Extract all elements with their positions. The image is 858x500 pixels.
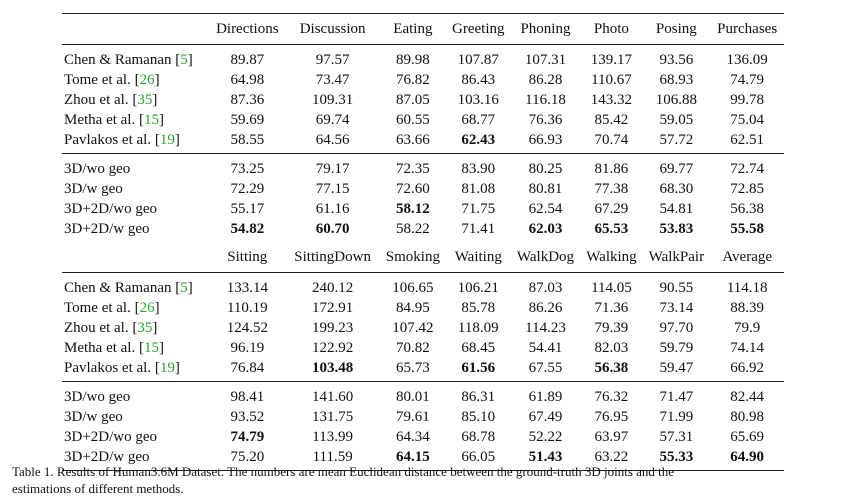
- method-label: Pavlakos et al. [: [64, 360, 160, 376]
- value-cell: 77.15: [315, 181, 350, 197]
- table-row: [62, 199, 784, 219]
- value-cell: 118.09: [457, 320, 499, 336]
- table-row: [62, 110, 784, 130]
- method-name: [62, 382, 209, 408]
- value-cell: 106.88: [655, 92, 697, 108]
- method-label: 3D+2D/w geo: [64, 221, 150, 237]
- table-row: [62, 273, 784, 299]
- value-cell: 69.77: [642, 154, 710, 180]
- value-cell: 79.17: [286, 154, 380, 180]
- column-header: Photo: [581, 14, 643, 45]
- value-cell: 68.30: [659, 181, 694, 197]
- column-header: SittingDown: [294, 249, 371, 265]
- table-row: [62, 358, 784, 382]
- column-header: Smoking: [385, 249, 440, 265]
- method-label: Chen & Ramanan [: [64, 52, 181, 68]
- citation-close: ]: [187, 52, 193, 68]
- value-cell: 66.92: [730, 360, 765, 376]
- value-cell: 62.54: [528, 201, 563, 217]
- results-table-wrapper: [62, 13, 784, 471]
- citation-ref: 35: [137, 92, 153, 108]
- value-cell: 136.09: [710, 45, 784, 71]
- column-header: Discussion: [286, 14, 380, 45]
- value-cell: 56.38: [594, 360, 629, 376]
- value-cell: 68.78: [461, 429, 496, 445]
- value-cell: 86.26: [528, 300, 563, 316]
- value-cell: 85.42: [594, 112, 629, 128]
- value-cell: 74.14: [730, 340, 765, 356]
- citation-ref: 5: [180, 52, 188, 68]
- method-name: [62, 318, 209, 338]
- value-cell: 141.60: [286, 382, 380, 408]
- table-row: [62, 154, 784, 180]
- caption-line-1: Table 1. Results of Human3.6M Dataset. The numbers are mean Euclidean distance between the ground-truth 3D joints and the: [12, 464, 675, 479]
- value-cell: 54.81: [659, 201, 694, 217]
- citation-close: ]: [152, 92, 158, 108]
- value-cell: 172.91: [312, 300, 354, 316]
- value-cell: 85.78: [461, 300, 496, 316]
- value-cell: 86.43: [461, 72, 496, 88]
- method-name: [62, 70, 209, 90]
- value-cell: 57.31: [659, 429, 694, 445]
- method-label: Pavlakos et al. [: [64, 132, 160, 148]
- value-cell: 59.05: [659, 112, 694, 128]
- table-row: [62, 130, 784, 154]
- value-cell: 74.79: [730, 72, 765, 88]
- value-cell: 98.41: [209, 382, 286, 408]
- value-cell: 75.04: [730, 112, 765, 128]
- citation-close: ]: [158, 340, 164, 356]
- citation-ref: 19: [159, 132, 175, 148]
- value-cell: 76.84: [230, 360, 265, 376]
- value-cell: 122.92: [312, 340, 354, 356]
- citation-ref: 35: [137, 320, 153, 336]
- value-cell: 90.55: [642, 273, 710, 299]
- citation-close: ]: [158, 112, 164, 128]
- method-name: [62, 45, 209, 71]
- value-cell: 61.89: [510, 382, 580, 408]
- value-cell: 54.82: [230, 221, 265, 237]
- value-cell: 79.61: [396, 409, 430, 425]
- column-header: WalkDog: [516, 249, 575, 265]
- column-header: Sitting: [227, 249, 268, 265]
- value-cell: 116.18: [525, 92, 566, 108]
- value-cell: 82.44: [710, 382, 784, 408]
- value-cell: 71.41: [461, 221, 496, 237]
- table-row: [62, 338, 784, 358]
- value-cell: 89.98: [380, 45, 446, 71]
- column-header: Posing: [642, 14, 710, 45]
- value-cell: 82.03: [594, 340, 629, 356]
- value-cell: 67.55: [528, 360, 563, 376]
- column-header: Directions: [209, 14, 286, 45]
- value-cell: 87.05: [396, 92, 430, 108]
- value-cell: 64.15: [380, 447, 446, 471]
- value-cell: 62.51: [730, 132, 765, 148]
- method-label: Tome et al. [: [64, 300, 140, 316]
- caption-line-2: estimations of different methods.: [12, 481, 184, 496]
- value-cell: 58.55: [230, 132, 265, 148]
- table-row: [62, 45, 784, 71]
- method-label: 3D/w geo: [64, 409, 123, 425]
- table-row: [62, 90, 784, 110]
- citation-ref: 19: [159, 360, 175, 376]
- value-cell: 81.08: [461, 181, 496, 197]
- value-cell: 97.57: [286, 45, 380, 71]
- header-method-cell: [62, 242, 209, 273]
- results-table: [62, 13, 784, 471]
- value-cell: 199.23: [312, 320, 354, 336]
- value-cell: 77.38: [594, 181, 629, 197]
- value-cell: 69.74: [315, 112, 350, 128]
- method-name: [62, 273, 209, 299]
- citation-close: ]: [187, 280, 193, 296]
- value-cell: 93.56: [642, 45, 710, 71]
- value-cell: 71.47: [642, 382, 710, 408]
- column-header: Greeting: [446, 14, 510, 45]
- value-cell: 55.33: [642, 447, 710, 471]
- method-name: [62, 219, 209, 242]
- value-cell: 73.25: [209, 154, 286, 180]
- value-cell: 143.32: [590, 92, 633, 108]
- value-cell: 114.23: [525, 320, 566, 336]
- value-cell: 75.20: [209, 447, 286, 471]
- value-cell: 89.87: [209, 45, 286, 71]
- value-cell: 59.69: [230, 112, 265, 128]
- header-row: [62, 242, 784, 273]
- method-label: Chen & Ramanan [: [64, 280, 181, 296]
- method-name: [62, 427, 209, 447]
- value-cell: 93.52: [230, 409, 265, 425]
- column-header: Waiting: [454, 249, 502, 265]
- value-cell: 55.17: [230, 201, 265, 217]
- value-cell: 56.38: [730, 201, 765, 217]
- column-header: Average: [722, 249, 773, 265]
- value-cell: 59.79: [659, 340, 694, 356]
- value-cell: 80.98: [730, 409, 765, 425]
- value-cell: 68.77: [461, 112, 496, 128]
- value-cell: 62.03: [528, 221, 563, 237]
- table-row: [62, 407, 784, 427]
- value-cell: 240.12: [286, 273, 380, 299]
- citation-ref: 26: [139, 300, 155, 316]
- method-label: 3D/wo geo: [64, 389, 131, 405]
- value-cell: 64.56: [315, 132, 350, 148]
- citation-close: ]: [174, 132, 180, 148]
- value-cell: 71.99: [659, 409, 694, 425]
- value-cell: 64.98: [230, 72, 265, 88]
- value-cell: 139.17: [581, 45, 643, 71]
- value-cell: 107.31: [510, 45, 580, 71]
- value-cell: 66.05: [446, 447, 510, 471]
- method-label: Metha et al. [: [64, 112, 144, 128]
- value-cell: 133.14: [209, 273, 286, 299]
- method-name: [62, 110, 209, 130]
- value-cell: 79.9: [734, 320, 761, 336]
- value-cell: 80.25: [510, 154, 580, 180]
- method-name: [62, 407, 209, 427]
- citation-ref: 15: [143, 112, 159, 128]
- header-row: [62, 14, 784, 45]
- value-cell: 64.34: [396, 429, 430, 445]
- column-header: Phoning: [510, 14, 580, 45]
- value-cell: 97.70: [659, 320, 694, 336]
- value-cell: 67.49: [528, 409, 563, 425]
- citation-ref: 26: [139, 72, 155, 88]
- value-cell: 80.81: [528, 181, 563, 197]
- value-cell: 65.53: [594, 221, 629, 237]
- value-cell: 63.97: [594, 429, 629, 445]
- value-cell: 110.19: [226, 300, 268, 316]
- value-cell: 87.03: [510, 273, 580, 299]
- method-label: 3D+2D/w geo: [64, 449, 150, 465]
- method-name: [62, 358, 209, 382]
- method-label: 3D/wo geo: [64, 161, 131, 177]
- method-name: [62, 130, 209, 154]
- value-cell: 61.16: [315, 201, 350, 217]
- value-cell: 72.35: [380, 154, 446, 180]
- value-cell: 72.85: [730, 181, 765, 197]
- citation-close: ]: [152, 320, 158, 336]
- method-label: 3D+2D/wo geo: [64, 429, 158, 445]
- value-cell: 107.87: [446, 45, 510, 71]
- value-cell: 76.36: [528, 112, 563, 128]
- value-cell: 61.56: [461, 360, 496, 376]
- value-cell: 87.36: [230, 92, 265, 108]
- citation-ref: 5: [180, 280, 188, 296]
- value-cell: 51.43: [510, 447, 580, 471]
- value-cell: 55.58: [730, 221, 765, 237]
- method-label: 3D/w geo: [64, 181, 123, 197]
- value-cell: 70.74: [594, 132, 629, 148]
- method-label: Tome et al. [: [64, 72, 140, 88]
- value-cell: 63.66: [396, 132, 430, 148]
- value-cell: 53.83: [659, 221, 694, 237]
- citation-ref: 15: [143, 340, 159, 356]
- value-cell: 59.47: [659, 360, 694, 376]
- value-cell: 64.90: [710, 447, 784, 471]
- value-cell: 107.42: [392, 320, 434, 336]
- value-cell: 110.67: [591, 72, 632, 88]
- value-cell: 109.31: [312, 92, 354, 108]
- column-header: Purchases: [710, 14, 784, 45]
- value-cell: 72.74: [710, 154, 784, 180]
- value-cell: 85.10: [461, 409, 496, 425]
- method-name: [62, 90, 209, 110]
- value-cell: 62.43: [461, 132, 496, 148]
- value-cell: 57.72: [659, 132, 694, 148]
- method-label: Zhou et al. [: [64, 320, 138, 336]
- method-name: [62, 179, 209, 199]
- value-cell: 66.93: [528, 132, 563, 148]
- value-cell: 81.86: [581, 154, 643, 180]
- value-cell: 113.99: [312, 429, 353, 445]
- value-cell: 74.79: [230, 429, 265, 445]
- value-cell: 131.75: [312, 409, 354, 425]
- value-cell: 72.29: [230, 181, 265, 197]
- method-label: 3D+2D/wo geo: [64, 201, 158, 217]
- method-label: Metha et al. [: [64, 340, 144, 356]
- value-cell: 79.39: [594, 320, 629, 336]
- table-row: [62, 382, 784, 408]
- column-header: Eating: [380, 14, 446, 45]
- value-cell: 65.69: [730, 429, 765, 445]
- value-cell: 103.16: [457, 92, 499, 108]
- value-cell: 76.32: [581, 382, 643, 408]
- value-cell: 63.22: [581, 447, 643, 471]
- value-cell: 114.18: [710, 273, 784, 299]
- value-cell: 52.22: [528, 429, 563, 445]
- column-header: WalkPair: [648, 249, 705, 265]
- method-name: [62, 298, 209, 318]
- value-cell: 96.19: [230, 340, 265, 356]
- value-cell: 71.36: [594, 300, 629, 316]
- value-cell: 60.55: [396, 112, 430, 128]
- column-header: Walking: [586, 249, 637, 265]
- value-cell: 58.12: [396, 201, 430, 217]
- citation-close: ]: [154, 72, 160, 88]
- value-cell: 86.28: [528, 72, 563, 88]
- value-cell: 65.73: [396, 360, 430, 376]
- value-cell: 68.93: [659, 72, 694, 88]
- value-cell: 73.14: [659, 300, 694, 316]
- header-method-cell: [62, 14, 209, 45]
- value-cell: 68.45: [461, 340, 496, 356]
- value-cell: 76.82: [396, 72, 430, 88]
- table-row: [62, 298, 784, 318]
- table-caption: [12, 463, 852, 497]
- value-cell: 83.90: [446, 154, 510, 180]
- method-name: [62, 154, 209, 180]
- value-cell: 99.78: [730, 92, 765, 108]
- method-name: [62, 199, 209, 219]
- value-cell: 84.95: [396, 300, 430, 316]
- value-cell: 72.60: [396, 181, 430, 197]
- method-label: Zhou et al. [: [64, 92, 138, 108]
- value-cell: 124.52: [226, 320, 268, 336]
- value-cell: 86.31: [446, 382, 510, 408]
- value-cell: 70.82: [396, 340, 430, 356]
- citation-close: ]: [174, 360, 180, 376]
- value-cell: 88.39: [730, 300, 765, 316]
- value-cell: 114.05: [581, 273, 643, 299]
- value-cell: 76.95: [594, 409, 629, 425]
- value-cell: 73.47: [315, 72, 350, 88]
- value-cell: 71.75: [461, 201, 496, 217]
- value-cell: 80.01: [380, 382, 446, 408]
- method-name: [62, 338, 209, 358]
- value-cell: 60.70: [315, 221, 350, 237]
- table-row: [62, 219, 784, 242]
- table-row: [62, 179, 784, 199]
- table-row: [62, 427, 784, 447]
- value-cell: 67.29: [594, 201, 629, 217]
- value-cell: 54.41: [528, 340, 563, 356]
- citation-close: ]: [154, 300, 160, 316]
- value-cell: 103.48: [312, 360, 354, 376]
- table-row: [62, 318, 784, 338]
- value-cell: 106.21: [446, 273, 510, 299]
- value-cell: 58.22: [396, 221, 430, 237]
- value-cell: 111.59: [286, 447, 380, 471]
- table-row: [62, 70, 784, 90]
- value-cell: 106.65: [380, 273, 446, 299]
